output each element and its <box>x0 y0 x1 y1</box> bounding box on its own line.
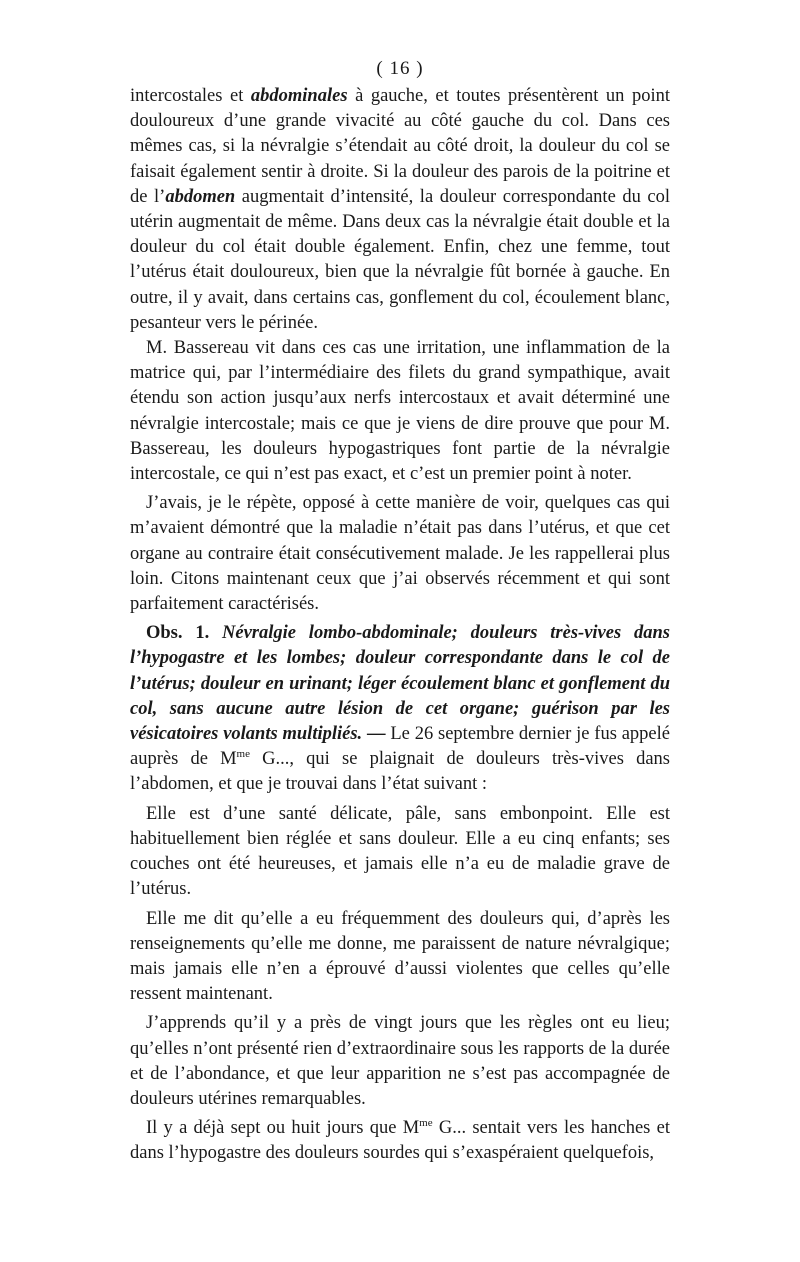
paragraph-1 <box>130 84 670 336</box>
emphasis-text: — <box>362 724 391 745</box>
paragraph-8 <box>130 1116 670 1166</box>
paragraph-2 <box>130 336 670 487</box>
text-run: Le 26 septembre dernier je fus appelé auprès de M <box>130 724 670 770</box>
text-run: J’apprends qu’il y a près de vingt jours que les règles ont eu lieu; qu’elles n’ont présenté rien d’extraordinaire sous les rapports de la durée et de l’abondance, et que leur apparition ne s’est pas accompagnée de douleurs utérines remarquables. <box>130 1013 670 1109</box>
emphasis-text: abdominales <box>250 86 348 106</box>
text-run: G... sentait vers les hanches et dans l’hypogastre des douleurs sourdes qui s’exaspéraient quelquefois, <box>130 1118 670 1164</box>
text-run: intercostales et <box>130 86 251 106</box>
text-run: M. Bassereau vit dans ces cas une irritation, une inflammation de la matrice qui, par l’intermédiaire des filets du grand sympathique, avait étendu son action jusqu’aux nerfs intercostaux et avait déterminé une névralgie intercostale; mais ce que je viens de dire prouve que pour M. Bassereau, les douleurs hypogastriques font partie de la névralgie intercostale, ce qui n’est pas exact, et c’est un premier point à noter. <box>130 338 670 485</box>
superscript-text: me <box>419 1116 433 1129</box>
paragraph-7 <box>130 1011 670 1112</box>
text-run: augmentait d’intensité, la douleur correspondante du col utérin augmentait de même. Dans deux cas la névralgie était double et la douleur du col était double également. Enfin, chez une femme, tout l’utérus était douloureux, bien que la névralgie fût bornée à gauche. En outre, il y avait, dans certains cas, gonflement du col, écoulement blanc, pesanteur vers le périnée. <box>130 186 670 333</box>
paragraph-3 <box>130 491 670 617</box>
superscript-text: me <box>236 748 250 761</box>
emphasis-text: abdomen <box>165 186 236 207</box>
text-run: Elle me dit qu’elle a eu fréquemment des douleurs qui, d’après les renseignements qu’elle me donne, me paraissent de nature névralgique; mais jamais elle n’en a éprouvé d’aussi violentes que celles qu’elle ressent maintenant. <box>130 908 670 1005</box>
body-text <box>130 84 670 1167</box>
paragraph-6 <box>130 907 670 1008</box>
observation-heading-paragraph <box>130 621 670 797</box>
emphasis-text: Névralgie lombo-abdominale; douleurs très-vives dans l’hypogastre et les lombes; douleur correspondante dans le col de l’utérus; douleur en urinant; léger écoulement blanc et gonflement du col, sans aucune autre lésion de cet organe; guérison par les vésicatoires volants multipliés. <box>130 623 670 745</box>
page-number: ( 16 ) <box>376 58 424 79</box>
text-run: à gauche, et toutes présentèrent un point douloureux d’une grande vivacité au côté gauche du col. Dans ces mêmes cas, si la névralgie s’étendait au côté droit, la douleur du col se faisait également sentir à droite. Si la douleur des parois de la poitrine et de l’ <box>130 86 670 207</box>
text-run: G..., qui se plaignait de douleurs très-vives dans l’abdomen, et que je trouvai dans l’état suivant : <box>130 749 670 795</box>
emphasis-text: Obs. 1. <box>146 623 223 644</box>
text-run: J’avais, je le répète, opposé à cette manière de voir, quelques cas qui m’avaient démontré que la maladie n’était pas dans l’utérus, et que cet organe au contraire était consécutivement malade. Je les rappellerai plus loin. Citons maintenant ceux que j’ai observés récemment et qui sont parfaitement caractérisés. <box>130 493 670 615</box>
text-run: Il y a déjà sept ou huit jours que M <box>146 1118 420 1139</box>
paragraph-5 <box>130 802 670 903</box>
text-run: Elle est d’une santé délicate, pâle, sans embonpoint. Elle est habituellement bien réglée et sans douleur. Elle a eu cinq enfants; ses couches ont été heureuses, et jamais elle n’a eu de maladie grave de l’utérus. <box>130 803 670 900</box>
